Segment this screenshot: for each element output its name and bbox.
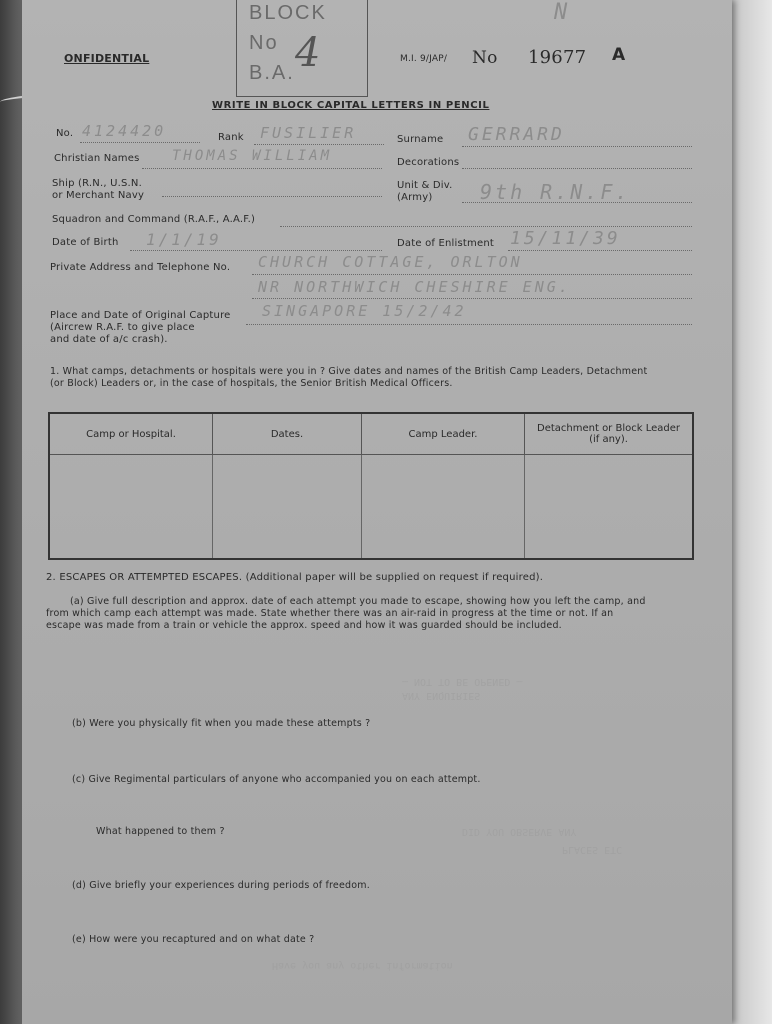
no-value: 4124420 [82, 122, 167, 140]
camps-table-entry-row[interactable] [49, 455, 693, 560]
question-c: (c) Give Regimental particulars of anyone who accompanied you on each attempt. [72, 774, 481, 785]
ship-label-line1: Ship (R.N., U.S.N. [52, 178, 142, 189]
surname-value: GERRARD [468, 124, 565, 145]
dob-label: Date of Birth [52, 237, 119, 248]
question-b: (b) Were you physically fit when you made these attempts ? [72, 718, 371, 729]
camps-table-header [49, 413, 693, 455]
address-label: Private Address and Telephone No. [50, 262, 231, 273]
capture-value: SINGAPORE 15/2/42 [262, 302, 467, 320]
capture-label-line3: and date of a/c crash). [50, 334, 168, 345]
stamp-ba-label: B.A. [249, 62, 295, 84]
address-line2: NR NORTHWICH CHESHIRE ENG. [258, 278, 571, 296]
address-line1: CHURCH COTTAGE, ORLTON [258, 253, 523, 271]
corner-mark: N [554, 0, 571, 25]
rank-label: Rank [218, 132, 244, 143]
block-stamp [236, 0, 368, 97]
capture-label-line1: Place and Date of Original Capture [50, 310, 231, 321]
squadron-label: Squadron and Command (R.A.F., A.A.F.) [52, 214, 256, 225]
stamp-no-label: No [249, 32, 279, 54]
column-block-leader: Detachment or Block Leader (if any). [525, 413, 694, 455]
surname-label: Surname [397, 134, 444, 145]
unit-label-line2: (Army) [397, 192, 433, 203]
section1-line1: 1. What camps, detachments or hospitals were you in ? Give dates and names of the British Camp Leaders, Detachment [50, 366, 648, 377]
capture-label-line2: (Aircrew R.A.F. to give place [50, 322, 195, 333]
form-reference: M.I. 9/JAP/ [400, 54, 448, 64]
unit-label-line1: Unit & Div. [397, 180, 453, 191]
confidential-label: ONFIDENTIAL [64, 52, 150, 65]
column-camp-leader: Camp Leader. [362, 413, 525, 455]
block-leader-cell[interactable] [525, 455, 694, 560]
stamp-block-label: BLOCK [249, 2, 327, 24]
christian-names-value: THOMAS WILLIAM [172, 148, 333, 164]
serial-suffix: A [612, 45, 626, 65]
ship-label-line2: or Merchant Navy [52, 190, 145, 201]
question-c-followup: What happened to them ? [96, 826, 225, 837]
camp-cell[interactable] [49, 455, 213, 560]
camp-leader-cell[interactable] [362, 455, 525, 560]
serial-number: 19677 [528, 47, 587, 68]
number-label: No [472, 48, 498, 68]
section1-line2: (or Block) Leaders or, in the case of hospitals, the Senior British Medical Officers. [50, 378, 453, 389]
camps-table [48, 412, 694, 560]
enlistment-label: Date of Enlistment [397, 238, 494, 249]
stamp-number: 4 [295, 30, 321, 76]
no-label: No. [56, 128, 74, 139]
question-a-line2: from which camp each attempt was made. State whether there was an air-raid in progress at the time or not. If an [46, 608, 614, 619]
dates-cell[interactable] [213, 455, 362, 560]
question-e: (e) How were you recaptured and on what date ? [72, 934, 315, 945]
form-page: BLOCK No B.A. 4 ONFIDENTIAL M.I. 9/JAP/ No 19677 A N WRITE IN BLOCK CAPITAL LETTERS IN PENCIL No. 4124420 Rank FUSILIER Surname GERRARD Christian Names THOMAS WILLIAM Decorations Ship (R.N., U.S.N. or Merchant Navy Unit & Div. (Army) 9th R.N.F. Squadron and Command (R.A.F., A.A.F.) Date of Birth 1/1/19 Date of Enlistment 15/11/39 Private Address and Telephone No. CHURCH COTTAGE, ORLTON NR NORTHWICH CHESHIRE ENG. Place and Date of Original Capture (Aircrew R.A.F. to give place and date of a/c crash). SINGAPORE 15/2/42 1. What camps, detachments or hospitals were you in ? Give dates and names of the British Camp Leaders, Detachment (or Block) Leaders or, in the case of hospitals, the Senior British Medical Officers. Camp or Hospital. Dates. Camp Leader. Detachment or Block Leader (if any). 2. ESCAPES OR ATTEMPTED ESCAPES. (Additional paper will be supplied on request if required). (a) Give full description and approx. date of each attempt you made to escape, showing how you left the camp, and from which camp each attempt was made. State whether there was an air-raid in progress at the time or not. If an escape was made from a train or vehicle the approx. speed and how it was guarded should be included. — NOT TO BE OPENED — ANY ENQUIRIES (b) Were you physically fit when you made these attempts ? (c) Give Regimental particulars of anyone who accompanied you on each attempt. What happened to them ? DID YOU OBSERVE ANY PLACES ETC (d) Give briefly your experiences during periods of freedom. (e) How were you recaptured and on what date ? Have you any other information [22, 0, 732, 1024]
instruction-heading: WRITE IN BLOCK CAPITAL LETTERS IN PENCIL [212, 100, 490, 111]
column-camp-or-hospital: Camp or Hospital. [49, 413, 213, 455]
rank-value: FUSILIER [260, 124, 357, 142]
column-dates: Dates. [213, 413, 362, 455]
enlistment-value: 15/11/39 [510, 228, 621, 249]
underlying-sheet [728, 0, 772, 1024]
question-a-line1: (a) Give full description and approx. date of each attempt you made to escape, showing how you left the camp, and [70, 596, 646, 607]
question-d: (d) Give briefly your experiences during periods of freedom. [72, 880, 370, 891]
question-a-line3: escape was made from a train or vehicle the approx. speed and how it was guarded should be included. [46, 620, 562, 631]
decorations-label: Decorations [397, 157, 460, 168]
christian-names-label: Christian Names [54, 153, 140, 164]
dob-value: 1/1/19 [146, 230, 222, 249]
unit-value: 9th R.N.F. [480, 180, 631, 204]
section2-heading: 2. ESCAPES OR ATTEMPTED ESCAPES. (Additional paper will be supplied on request if required). [46, 572, 544, 583]
